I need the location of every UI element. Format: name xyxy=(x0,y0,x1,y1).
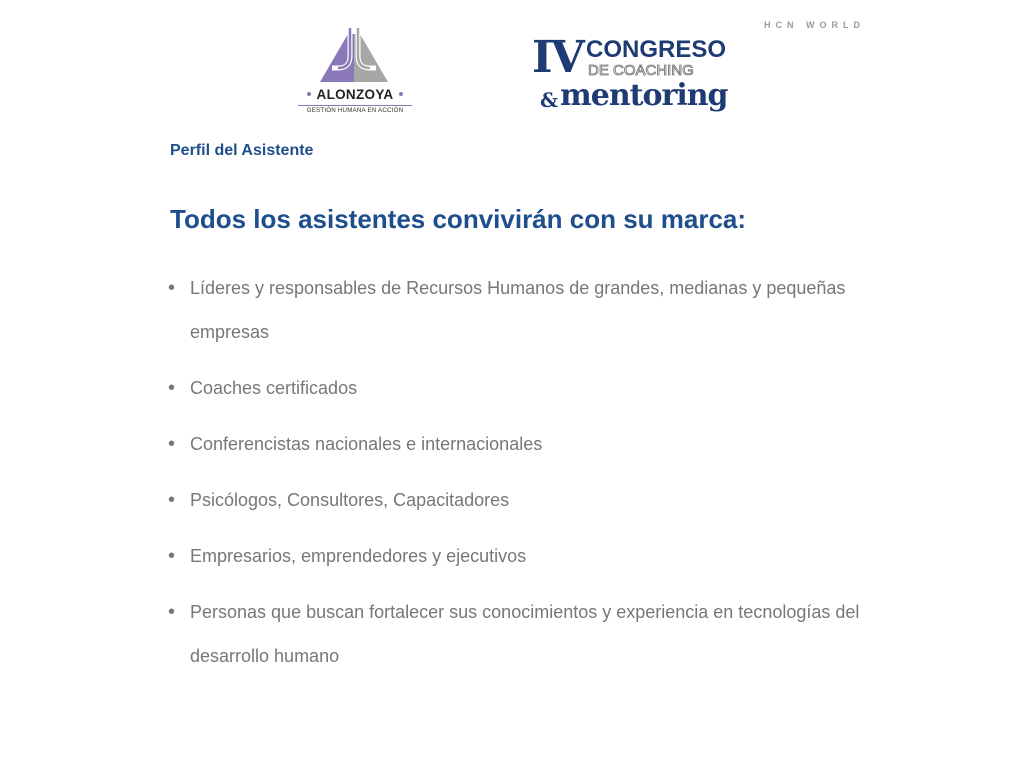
alonzoya-name: ALONZOYA xyxy=(296,87,414,102)
list-item: • Psicólogos, Consultores, Capacitadores xyxy=(168,478,888,522)
congreso-logo xyxy=(532,32,742,120)
alonzoya-mark-icon xyxy=(314,26,394,84)
list-item: • Conferencistas nacionales e internacionales xyxy=(168,422,888,466)
alonzoya-tagline: GESTIÓN HUMANA EN ACCIÓN xyxy=(306,107,404,114)
bullet-icon: • xyxy=(168,377,176,399)
bullet-icon: • xyxy=(168,433,176,455)
alonzoya-logo xyxy=(296,26,416,118)
section-label: Perfil del Asistente xyxy=(170,142,314,159)
list-item: • Personas que buscan fortalecer sus conocimientos y experiencia en tecnologías del desarrollo humano xyxy=(168,590,888,678)
dot-right-icon xyxy=(399,92,403,96)
bullet-icon: • xyxy=(168,489,176,511)
alonzoya-divider xyxy=(298,105,412,106)
dot-left-icon xyxy=(307,92,311,96)
congreso-line3: mentoring xyxy=(560,78,728,113)
slide-heading: Todos los asistentes convivirán con su marca: xyxy=(170,204,747,234)
congreso-line2: DE COACHING xyxy=(588,62,694,79)
bullet-icon: • xyxy=(168,277,176,299)
congreso-line1: CONGRESO xyxy=(586,36,727,63)
list-item: • Empresarios, emprendedores y ejecutivos xyxy=(168,534,888,578)
list-item: • Líderes y responsables de Recursos Humanos de grandes, medianas y pequeñas empresas xyxy=(168,266,888,354)
congreso-numeral: IV xyxy=(532,32,583,83)
hcn-world-logo-text: HCN WORLD xyxy=(764,20,865,30)
congreso-ampersand: & xyxy=(540,88,559,112)
bullet-icon: • xyxy=(168,545,176,567)
list-item: • Coaches certificados xyxy=(168,366,888,410)
bullet-icon: • xyxy=(168,601,176,623)
attendee-profile-list xyxy=(168,266,888,690)
